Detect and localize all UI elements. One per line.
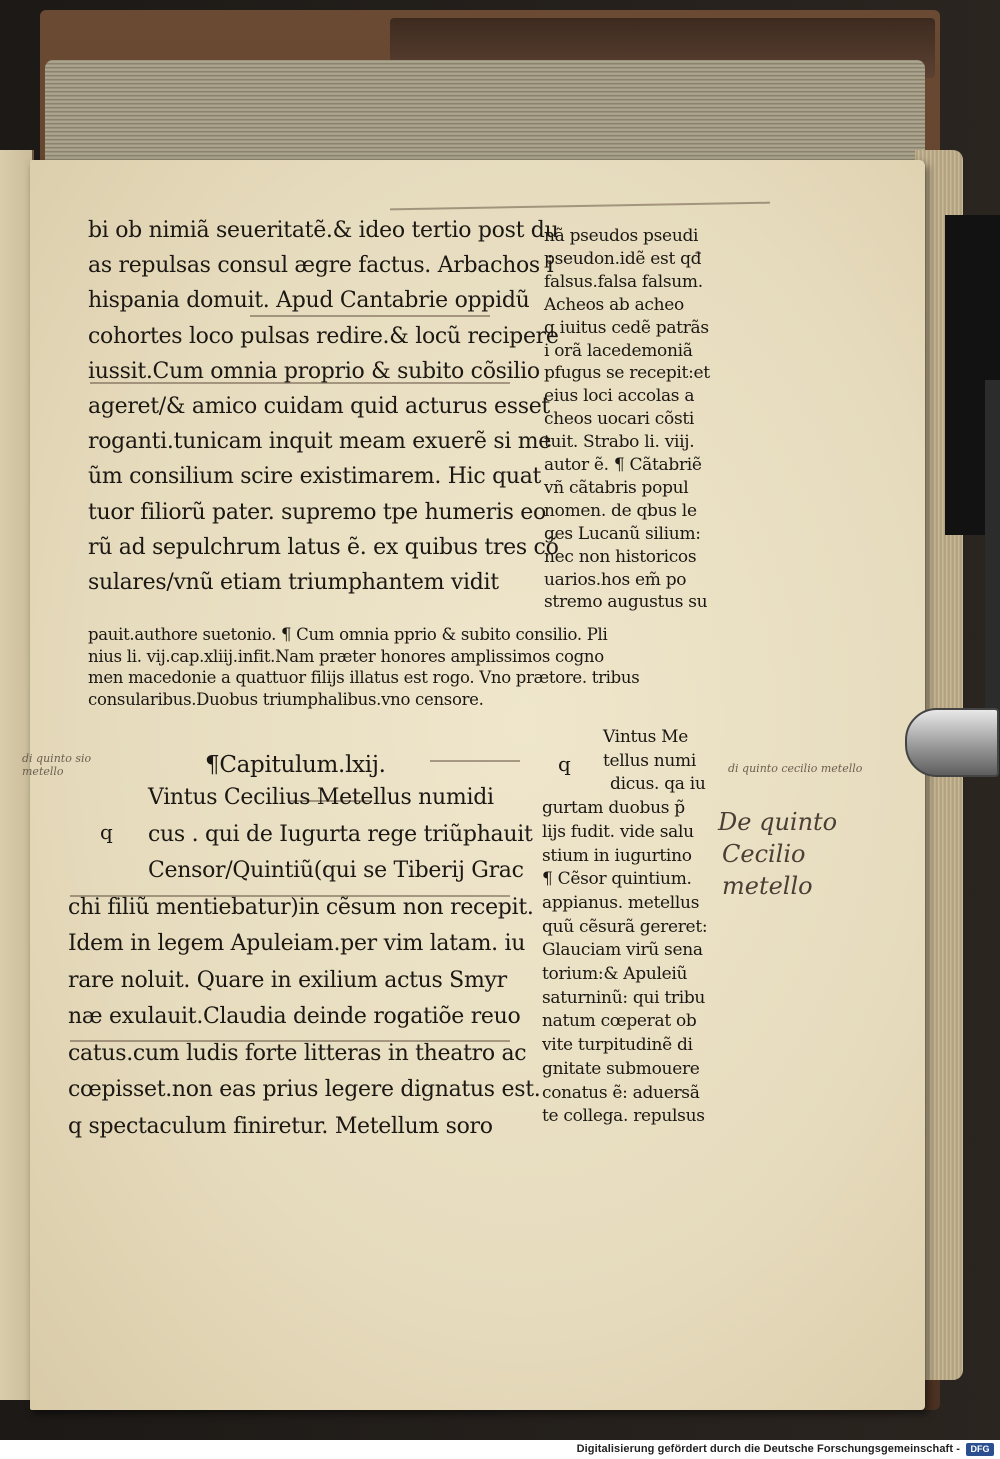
text-line: næ exulauit.Claudia deinde rogatiõe reuo [68, 1004, 521, 1029]
page-stack-edge [45, 60, 925, 170]
text-line: q spectaculum finiretur. Metellum soro [68, 1113, 493, 1139]
handwritten-stroke [250, 315, 490, 317]
text-line: lijs fudit. vide salu [542, 821, 694, 842]
text-line: vite turpitudinẽ di [542, 1035, 693, 1056]
text-line: nius li. vij.cap.xliij.infit.Nam præter honores amplissimos cogno [88, 646, 604, 666]
text-line: iussit.Cum omnia proprio & subito cõsilio [88, 358, 540, 384]
footer-bar [0, 1440, 1000, 1459]
text-line: chi filiũ mentiebatur)in cẽsum non recepit. [68, 894, 534, 920]
footer-credit: Digitalisierung gefördert durch die Deutsche Forschungsgemeinschaft - [576, 1443, 960, 1455]
text-line: Idem in legem Apuleiam.per vim latam. iu [68, 931, 526, 956]
text-line: pseudon.idẽ est qđ [544, 248, 702, 269]
text-line: roganti.tunicam inquit meam exuerẽ si me [88, 429, 552, 455]
text-line: cœpisset.non eas prius legere dignatus est. [68, 1077, 541, 1102]
text-line: ũm consilium scire existimarem. Hic quat [88, 464, 542, 490]
text-line: ges Lucanũ silium: [544, 523, 701, 544]
text-line: Glauciam virũ sena [542, 940, 703, 961]
text-line: nec non historicos [544, 546, 697, 567]
text-line: Censor/Quintiũ(qui se Tiberij Grac [148, 858, 524, 883]
text-line: saturninũ: qui tribu [542, 987, 706, 1008]
left-margin-note: di quinto sio metello [22, 752, 92, 778]
text-line: bi ob nimiã seueritatẽ.& ideo tertio post du [88, 218, 559, 243]
right-margin-note-line: Cecilio [722, 840, 806, 868]
text-line: pfugus se recepit:et [544, 363, 710, 384]
text-line: tellus numi [603, 750, 696, 771]
text-line: sulares/vnũ etiam triumphantem vidit [88, 570, 499, 595]
text-line: ¶ Cẽsor quintium. [542, 869, 692, 890]
text-line: eius loci accolas a [544, 386, 695, 407]
gloss-initial-guide: q [558, 752, 571, 776]
dfg-logo: DFG [966, 1443, 994, 1456]
text-line: men macedonie a quattuor filijs illatus est rogo. Vno prætore. tribus [88, 668, 640, 687]
text-line: natum cœperat ob [542, 1011, 697, 1032]
text-line: nã pseudos pseudi [544, 226, 699, 246]
text-line: dicus. qa iu [610, 774, 706, 795]
handwritten-stroke [430, 760, 520, 762]
text-line: torium:& Apuleiũ [542, 964, 688, 984]
text-line: i orã lacedemoniã [544, 340, 693, 361]
text-line: q iuitus cedẽ patrãs [544, 317, 709, 338]
chapter-heading: ¶Capitulum.lxij. [205, 752, 386, 778]
text-line: tuit. Strabo li. viij. [544, 432, 695, 453]
text-line: te collega. repulsus [542, 1106, 705, 1127]
text-line: catus.cum ludis forte litteras in theatro ac [68, 1040, 527, 1066]
text-line: conatus ẽ: aduersã [542, 1082, 700, 1103]
text-line: cohortes loco pulsas redire.& locũ recipere [88, 323, 559, 349]
handwritten-stroke [390, 202, 770, 211]
text-line: vñ cãtabris popul [544, 477, 689, 498]
text-line: rũ ad sepulchrum latus ẽ. ex quibus tres cõ [88, 534, 559, 560]
text-line: autor ẽ. ¶ Cãtabriẽ [544, 455, 702, 475]
text-line: hispania domuit. Apud Cantabrie oppidũ [88, 288, 530, 314]
text-line: rare noluit. Quare in exilium actus Smyr [68, 967, 507, 993]
text-line: Vintus Me [603, 727, 689, 747]
chapter-initial-guide: q [100, 820, 113, 844]
right-margin-note-line: De quinto [718, 808, 838, 836]
text-line: as repulsas consul ægre factus. Arbachos i [88, 253, 554, 279]
text-line: stium in iugurtino [542, 845, 692, 866]
right-margin-note-small: di quinto cecilio metello [728, 762, 863, 775]
right-margin-note-line: metello [722, 872, 813, 900]
holder-strap [985, 380, 1000, 740]
text-line: falsus.falsa falsum. [544, 271, 703, 292]
text-line: appianus. metellus [542, 892, 700, 913]
text-line: stremo augustus su [544, 592, 708, 613]
text-line: Vintus Cecilius Metellus numidi [148, 785, 494, 810]
text-line: cus . qui de Iugurta rege triũphauit [148, 821, 533, 847]
text-line: tuor filiorũ pater. supremo tpe humeris eo [88, 499, 546, 525]
text-line: Acheos ab acheo [544, 294, 684, 315]
text-line: pauit.authore suetonio. ¶ Cum omnia pprio & subito consilio. Pli [88, 625, 608, 644]
text-line: ageret/& amico cuidam quid acturus esset [88, 394, 550, 419]
text-line: uarios.hos em̃ po [544, 569, 687, 590]
text-line: quũ cẽsurã gereret: [542, 916, 708, 937]
text-line: cheos uocari cõsti [544, 409, 695, 430]
text-line: gnitate submouere [542, 1058, 700, 1079]
text-line: nomen. de qbus le [544, 500, 697, 521]
page-clip [905, 708, 999, 777]
text-line: consularibus.Duobus triumphalibus.vno censore. [88, 689, 484, 709]
text-line: gurtam duobus p̃ [542, 798, 685, 819]
